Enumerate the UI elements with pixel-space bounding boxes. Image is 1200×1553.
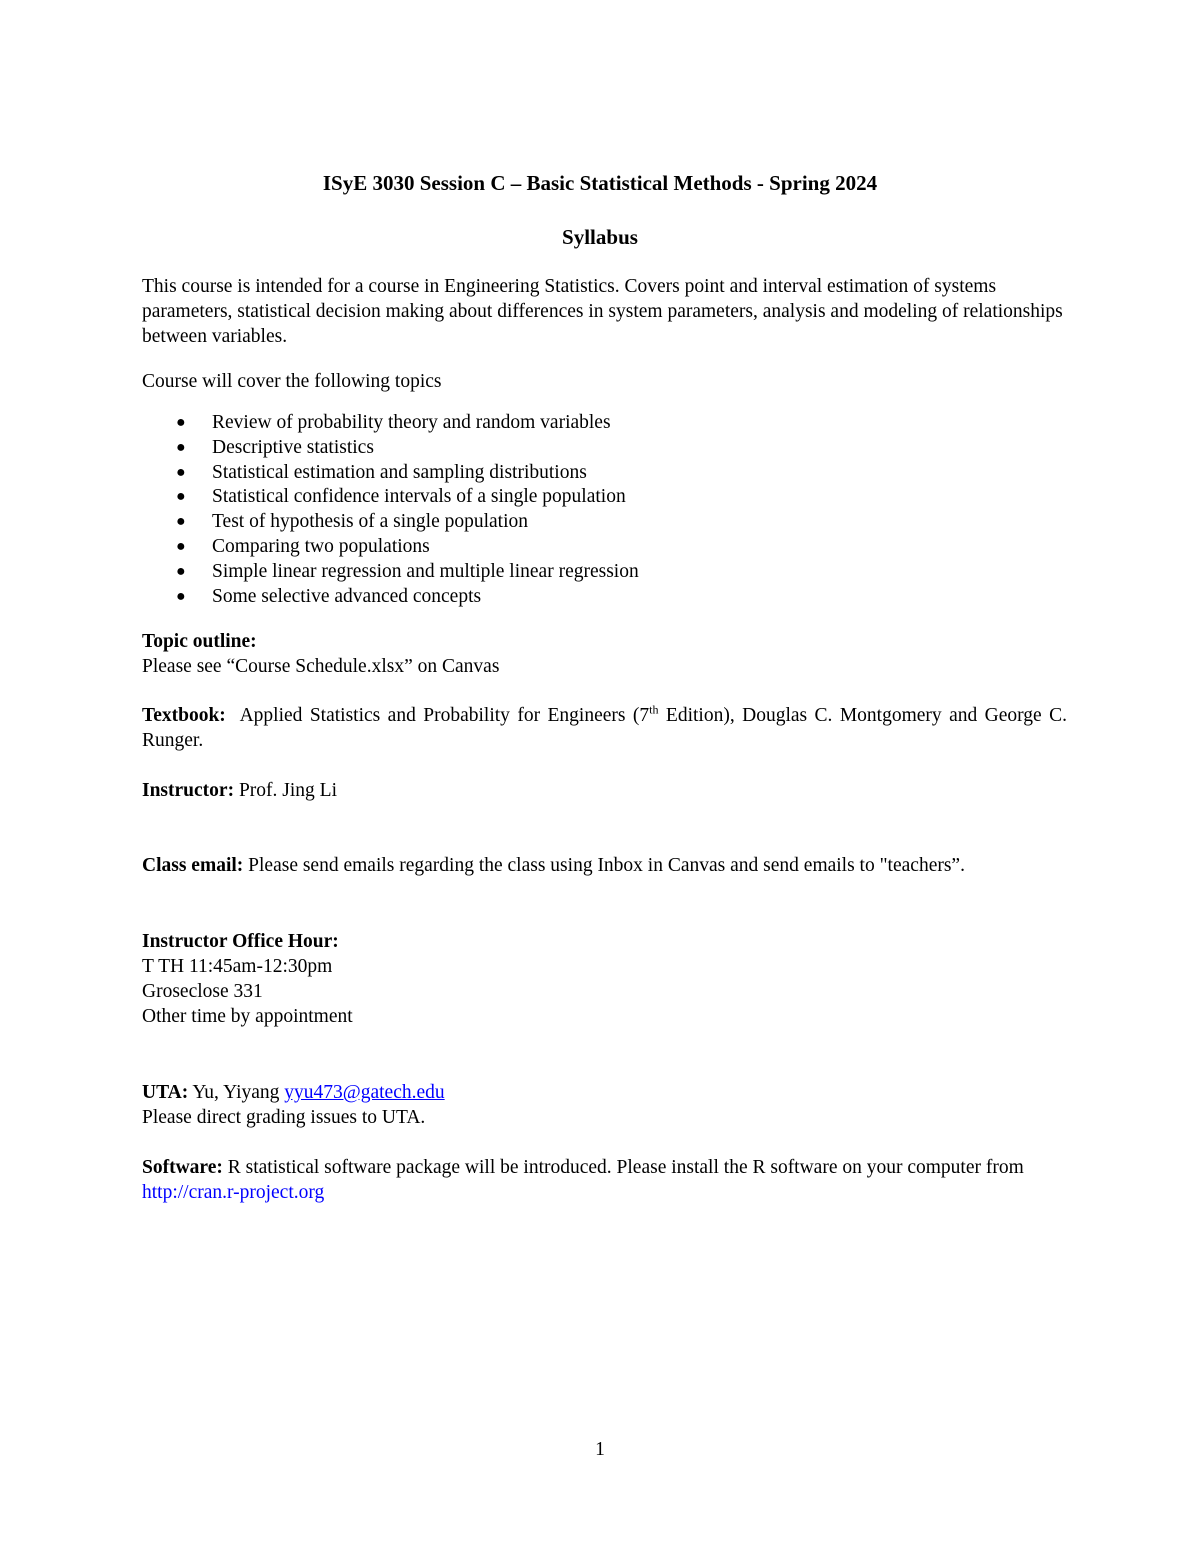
topic-outline-section [142,629,1067,679]
topics-list [142,411,1067,609]
list-item: ● Comparing two populations [142,535,1067,560]
document-subtitle: Syllabus [562,225,638,249]
page-number: 1 [595,1439,605,1460]
office-hour-appointment: Other time by appointment [142,1006,353,1027]
bullet-icon: ● [176,562,186,580]
software-label: Software: [142,1157,223,1178]
list-item: ● Test of hypothesis of a single population [142,510,1067,535]
office-hour-label: Instructor Office Hour: [142,931,339,952]
r-project-link[interactable]: http://cran.r-project.org [142,1182,325,1203]
textbook-authors: Edition), Douglas C. Montgomery and George C. Runger. [142,705,1067,751]
course-description: This course is intended for a course in Engineering Statistics. Covers point and interval estimation of systems parameters, statistical decision making about differences in system parameters, analysis and modeling of relationships between variables. [142,276,1063,347]
list-item: ● Simple linear regression and multiple linear regression [142,560,1067,585]
list-item: ● Descriptive statistics [142,436,1067,461]
bullet-icon: ● [176,513,186,531]
bullet-icon: ● [176,438,186,456]
uta-label: UTA: [142,1082,189,1103]
bullet-icon: ● [176,463,186,481]
textbook-label: Textbook: [142,705,226,726]
topic-outline-label: Topic outline: [142,631,257,652]
list-item: ● Statistical estimation and sampling distributions [142,461,1067,486]
instructor-section [142,778,1067,803]
uta-note: Please direct grading issues to UTA. [142,1107,426,1128]
topics-lead: Course will cover the following topics [142,371,442,392]
uta-email-link[interactable]: yyu473@gatech.edu [284,1082,445,1103]
instructor-label: Instructor: [142,780,235,801]
uta-name: Yu, Yiyang [192,1082,280,1103]
textbook-title: Applied Statistics and Probability for Engineers (7 [239,705,650,726]
class-email-label: Class email: [142,855,244,876]
document-title: ISyE 3030 Session C – Basic Statistical Methods - Spring 2024 [322,171,878,195]
topic-outline-text: Please see “Course Schedule.xlsx” on Canvas [142,656,500,677]
bullet-icon: ● [176,537,186,555]
bullet-icon: ● [176,414,186,431]
edition-superscript: th [649,702,659,717]
textbook-section [142,703,1067,753]
office-hour-location: Groseclose 331 [142,981,263,1002]
software-section [142,1155,1067,1205]
class-email-section [142,853,1067,878]
software-text: R statistical software package will be introduced. Please install the R software on your computer from [227,1157,1024,1178]
list-item: ● Statistical confidence intervals of a single population [142,485,1067,510]
class-email-text: Please send emails regarding the class using Inbox in Canvas and send emails to "teachers”. [248,855,965,876]
bullet-icon: ● [176,488,186,506]
office-hour-time: T TH 11:45am-12:30pm [142,956,333,977]
office-hour-section [142,929,1067,1029]
list-item: ● Review of probability theory and random variables [142,411,1067,436]
bullet-icon: ● [176,587,186,605]
uta-section [142,1080,1067,1130]
list-item: ● Some selective advanced concepts [142,585,1067,610]
instructor-name: Prof. Jing Li [238,780,337,801]
